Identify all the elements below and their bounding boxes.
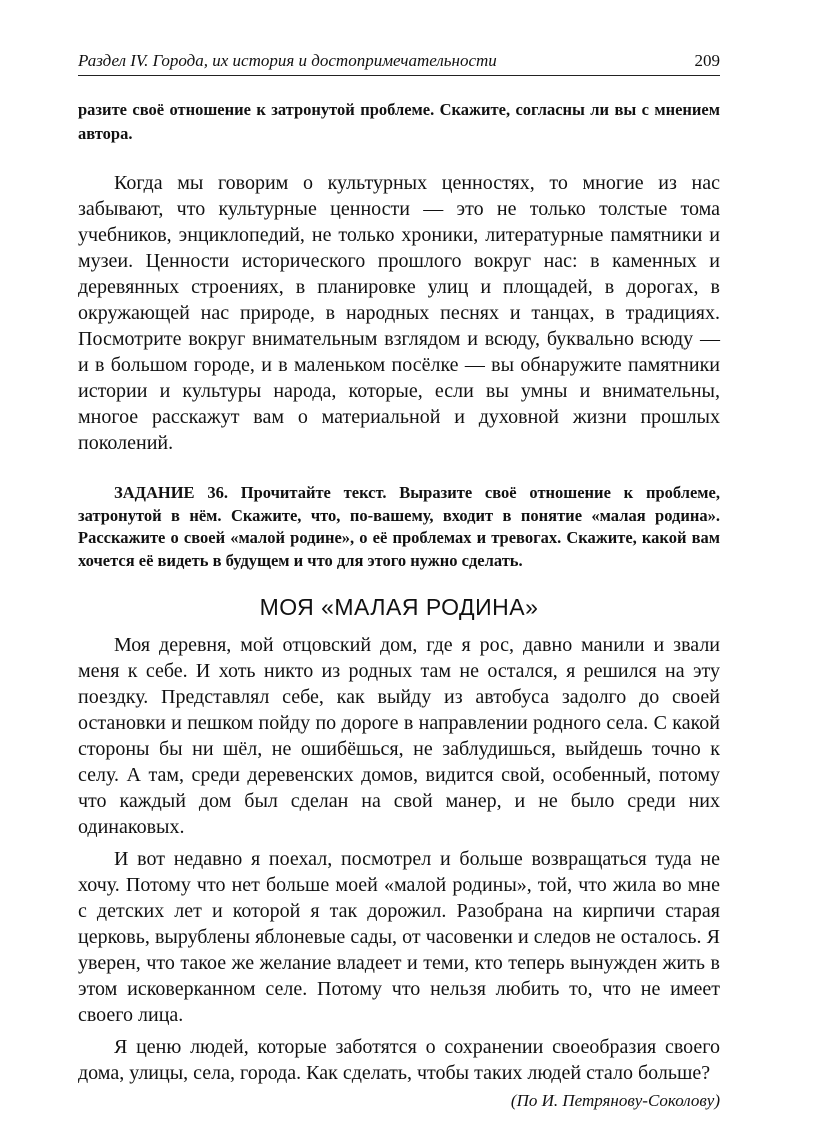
running-header — [78, 50, 720, 76]
intro-instruction: разите своё отношение к затронутой проблеме. Скажите, согласны ли вы с мнением автора. — [78, 100, 720, 143]
story-title: МОЯ «МАЛАЯ РОДИНА» — [259, 594, 539, 620]
culture-paragraph: Когда мы говорим о культурных ценностях, то многие из нас забывают, что культурные ценности — это не только толстые тома учебников, энциклопедий, не только хроники, литературные памятники и музеи. Ценности исторического прошлого вокруг нас: в каменных и деревянных строениях, в планировке улиц и площадей, в дорогах, в окружающей нас природе, в народных песнях и танцах, в традициях. Посмотрите вокруг внимательным взглядом и всюду, буквально всюду — и в большом городе, и в маленьком посёлке — вы обнаружите памятники истории и культуры народа, которые, если вы умны и внимательны, многое расскажут вам о материальной и духовной жизни прошлых поколений. — [78, 172, 720, 454]
author-attribution: (По И. Петрянову-Соколову) — [510, 1091, 720, 1110]
task-36: ЗАДАНИЕ 36. Прочитайте текст. Выразите своё отношение к проблеме, затронутой в нём. Скажите, что, по-вашему, входит в понятие «малая родина». Расскажите о своей «малой родине», о её проблемах и тревогах. Скажите, какой вам хочется её видеть в будущем и что для этого нужно сделать. — [78, 483, 720, 570]
story-paragraph: Я ценю людей, которые заботятся о сохранении своеобразия своего дома, улицы, села, города. Как сделать, чтобы таких людей стало больше? — [78, 1036, 720, 1084]
story-paragraph: И вот недавно я поехал, посмотрел и больше возвращаться туда не хочу. Потому что нет больше моей «малой родины», той, что жила во мне с детских лет и которой я так дорожил. Разобрана на кирпичи старая церковь, вырублены яблоневые сады, от часовенки и следов не осталось. Я уверен, что такое же желание владеет и теми, кто теперь вынужден жить в этом исковерканном селе. Потому что нельзя любить то, что не имеет своего лица. — [78, 848, 720, 1026]
section-title: Раздел IV. Города, их история и достопримечательности — [78, 51, 497, 70]
page-number: 209 — [694, 51, 720, 70]
story-text — [78, 632, 720, 1086]
story-paragraph: Моя деревня, мой отцовский дом, где я рос, давно манили и звали меня к себе. И хоть никто из родных там не остался, я решился на эту поездку. Представлял себе, как выйду из автобуса задолго до своей остановки и пешком пойду по дороге в направлении родного села. С какой стороны бы ни шёл, не ошибёшься, не заблудишься, выйдешь точно к селу. А там, среди деревенских домов, видится свой, особенный, потому что каждый дом был сделан на свой манер, и не было среди них одинаковых. — [78, 634, 720, 838]
book-page — [78, 50, 720, 1112]
